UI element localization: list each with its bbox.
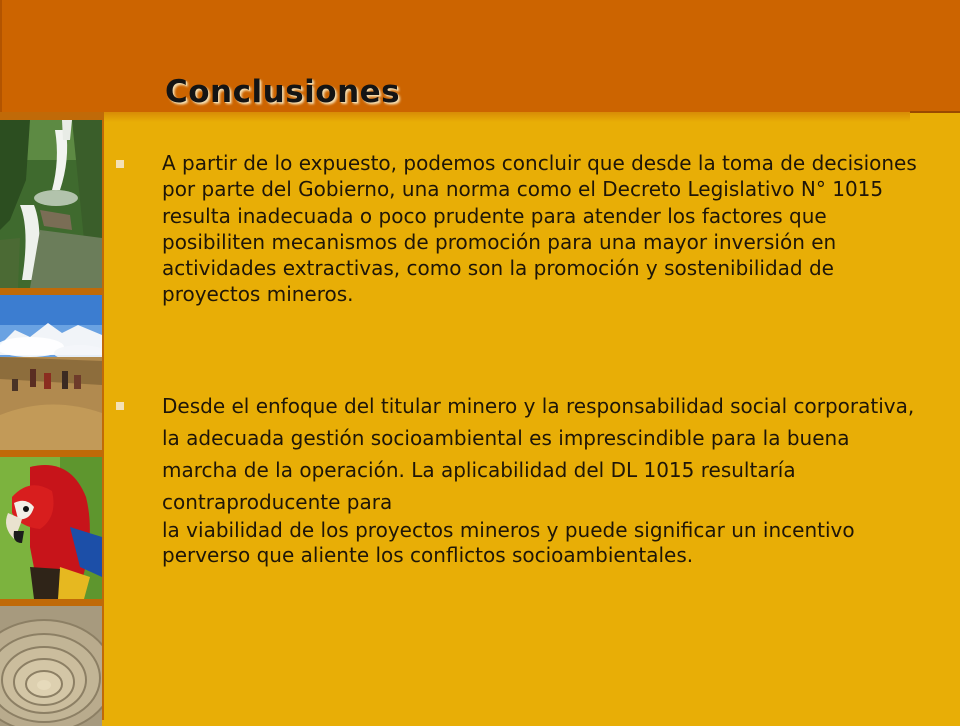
- header-shadow: [102, 112, 910, 122]
- macaw-photo: [0, 457, 102, 599]
- bullet-item-2: [116, 390, 928, 568]
- waterfall-photo: [0, 120, 102, 288]
- bullet-text-part-1: Desde el enfoque del titular minero y la responsabilidad social corporativa, la adecuada gestión socioambiental es imprescindible para la buena marcha de la operación. La aplicabilidad del DL 1015 resultaría contraproducente para: [162, 394, 915, 514]
- bullet-marker: [116, 402, 124, 410]
- andes-photo: [0, 295, 102, 450]
- header-band: [0, 0, 960, 113]
- bullet-text-part-2: la viabilidad de los proyectos mineros y puede significar un incentivo perverso que aliente los conflictos socioambientales.: [162, 518, 855, 567]
- bullet-text: A partir de lo expuesto, podemos concluir que desde la toma de decisiones por parte del Gobierno, una norma como el Decreto Legislativo N° 1015 resulta inadecuada o poco prudente para atender los factores que posibiliten mecanismos de promoción para una mayor inversión en actividades extractivas, como son la promoción y sostenibilidad de proyectos mineros.: [162, 151, 917, 307]
- moray-photo: [0, 606, 102, 726]
- photo-strip: [0, 112, 104, 720]
- header-edge: [0, 0, 2, 112]
- bullet-text: [116, 390, 928, 568]
- bullet-item-1: [116, 150, 928, 308]
- header-tab: [910, 111, 960, 113]
- slide-title: Conclusiones: [165, 74, 401, 110]
- bullet-marker: [116, 160, 124, 168]
